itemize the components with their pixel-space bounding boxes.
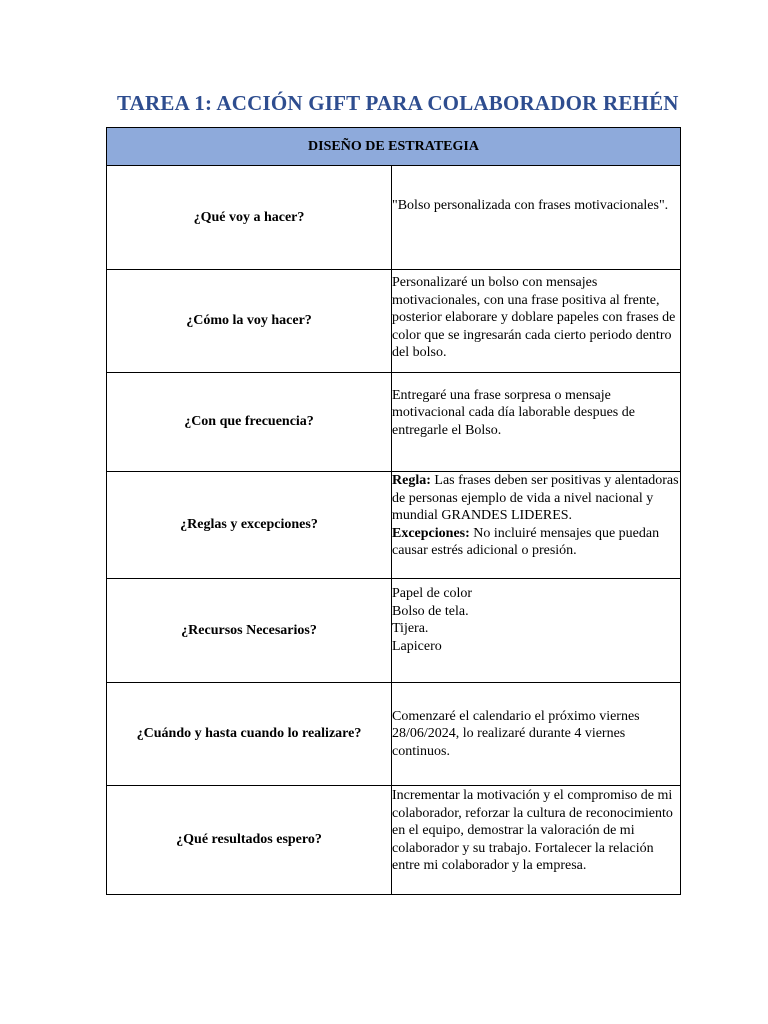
exception-text: No incluiré mensajes que puedan causar estrés adicional o presión.: [392, 525, 660, 558]
question-cell: ¿Con que frecuencia?: [107, 373, 392, 472]
resource-item: Tijera.: [392, 621, 429, 636]
answer-cell: Personalizaré un bolso con mensajes motivacionales, con una frase positiva al frente, posterior elaborare y doblare papeles con frases de color que se ingresarán cada cierto periodo dentro del bolso.: [392, 270, 681, 373]
resource-item: Lapicero: [392, 638, 442, 654]
answer-cell: [392, 579, 681, 683]
answer-cell: Comenzaré el calendario el próximo viernes 28/06/2024, lo realizaré durante 4 viernes continuos.: [392, 683, 681, 786]
table-row: [107, 270, 681, 373]
exception-label: Excepciones:: [392, 525, 470, 541]
strategy-table: [106, 127, 681, 895]
table-header-row: [107, 128, 681, 166]
question-cell: ¿Cuándo y hasta cuando lo realizare?: [107, 683, 392, 786]
answer-cell: [392, 472, 681, 579]
table-row: [107, 579, 681, 683]
table-row: [107, 166, 681, 270]
question-cell: ¿Reglas y excepciones?: [107, 472, 392, 579]
resource-item: Bolso de tela.: [392, 603, 469, 619]
document-title: TAREA 1: ACCIÓN GIFT PARA COLABORADOR REHÉN: [117, 91, 679, 115]
table-row: [107, 472, 681, 579]
answer-cell: "Bolso personalizada con frases motivacionales".: [392, 166, 681, 270]
table-header: DISEÑO DE ESTRATEGIA: [107, 128, 681, 166]
rule-label: Regla:: [392, 473, 431, 488]
resource-item: Papel de color: [392, 586, 473, 601]
question-cell: ¿Qué voy a hacer?: [107, 166, 392, 270]
table-row: [107, 373, 681, 472]
rule-text: Las frases deben ser positivas y alentadoras de personas ejemplo de vida a nivel nacional y mundial GRANDES LIDERES.: [392, 473, 679, 523]
table-row: [107, 786, 681, 895]
question-cell: ¿Qué resultados espero?: [107, 786, 392, 895]
question-cell: ¿Recursos Necesarios?: [107, 579, 392, 683]
table-row: [107, 683, 681, 786]
question-cell: ¿Cómo la voy hacer?: [107, 270, 392, 373]
answer-cell: Incrementar la motivación y el compromiso de mi colaborador, reforzar la cultura de reconocimiento en el equipo, demostrar la valoración de mi colaborador y su trabajo. Fortalecer la relación entre mi colaborador y la empresa.: [392, 786, 681, 895]
answer-cell: Entregaré una frase sorpresa o mensaje motivacional cada día laborable despues de entregarle el Bolso.: [392, 373, 681, 472]
